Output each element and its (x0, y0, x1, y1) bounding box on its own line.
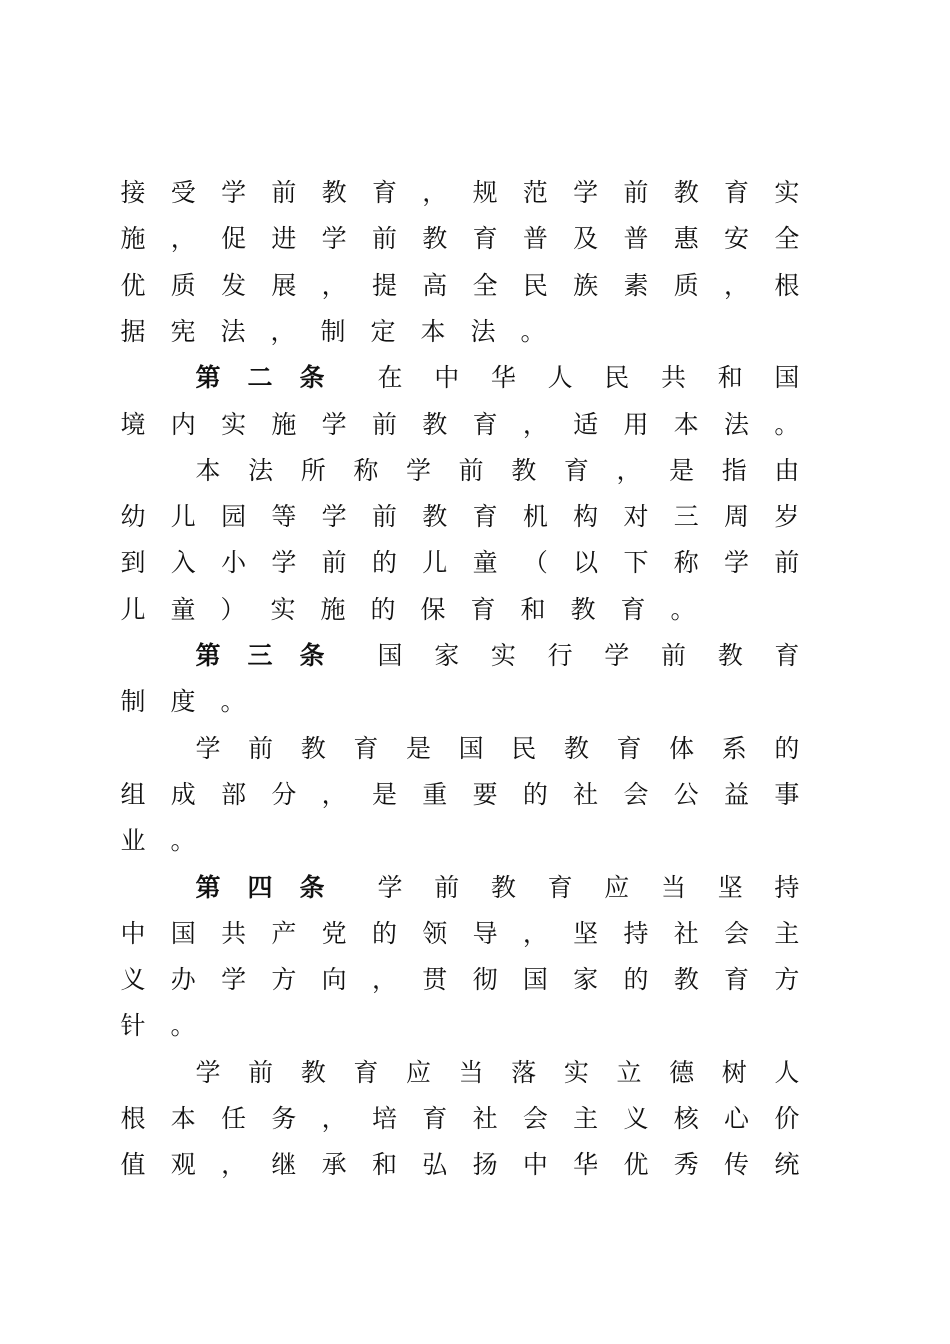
text-line (120, 173, 800, 213)
line-text: 学 前 教 育 应 当 落 实 立 德 树 人 (195, 1058, 800, 1087)
line-text: 到 入 小 学 前 的 儿 童 （ 以 下 称 学 前 (120, 548, 800, 577)
text-line (120, 543, 800, 583)
article-number: 第 四 条 (195, 873, 325, 902)
text-line (120, 960, 800, 1000)
line-text: 据 宪 法 ， 制 定 本 法 。 (120, 317, 546, 346)
text-line (120, 1099, 800, 1139)
line-text: 义 办 学 方 向 ， 贯 彻 国 家 的 教 育 方 (120, 965, 800, 994)
line-text: 优 质 发 展 ， 提 高 全 民 族 素 质 ， 根 (120, 271, 800, 300)
line-text: 制 度 。 (120, 687, 246, 716)
text-line (120, 775, 800, 815)
text-line (120, 590, 800, 630)
article-line (195, 636, 800, 676)
article-line (195, 358, 800, 398)
line-text: 境 内 实 施 学 前 教 育 ， 适 用 本 法 。 (120, 410, 800, 439)
line-text: 业 。 (120, 826, 196, 855)
article-number: 第 二 条 (195, 363, 325, 392)
text-line (195, 729, 800, 769)
text-line (120, 497, 800, 537)
text-line (120, 914, 800, 954)
line-text: 施 ， 促 进 学 前 教 育 普 及 普 惠 安 全 (120, 224, 800, 253)
line-text: 针 。 (120, 1011, 196, 1040)
line-text: 学 前 教 育 是 国 民 教 育 体 系 的 (195, 734, 800, 763)
text-line (120, 1006, 800, 1046)
article-line (195, 868, 800, 908)
text-line (195, 1053, 800, 1093)
article-number: 第 三 条 (195, 641, 325, 670)
text-line (120, 219, 800, 259)
text-line (120, 821, 800, 861)
text-line (120, 1145, 800, 1185)
text-line (120, 405, 800, 445)
line-text: 在 中 华 人 民 共 和 国 (377, 363, 800, 392)
line-text: 儿 童 ） 实 施 的 保 育 和 教 育 。 (120, 595, 696, 624)
text-line (120, 682, 800, 722)
line-text: 国 家 实 行 学 前 教 育 (377, 641, 800, 670)
line-text: 本 法 所 称 学 前 教 育 ， 是 指 由 (195, 456, 800, 485)
line-text: 学 前 教 育 应 当 坚 持 (377, 873, 800, 902)
text-line (195, 451, 800, 491)
text-line (120, 312, 800, 352)
line-text: 中 国 共 产 党 的 领 导 ， 坚 持 社 会 主 (120, 919, 800, 948)
line-text: 幼 儿 园 等 学 前 教 育 机 构 对 三 周 岁 (120, 502, 800, 531)
line-text: 组 成 部 分 ， 是 重 要 的 社 会 公 益 事 (120, 780, 800, 809)
line-text: 根 本 任 务 ， 培 育 社 会 主 义 核 心 价 (120, 1104, 800, 1133)
text-line (120, 266, 800, 306)
line-text: 接 受 学 前 教 育 ， 规 范 学 前 教 育 实 (120, 178, 800, 207)
line-text: 值 观 ， 继 承 和 弘 扬 中 华 优 秀 传 统 (120, 1150, 800, 1179)
